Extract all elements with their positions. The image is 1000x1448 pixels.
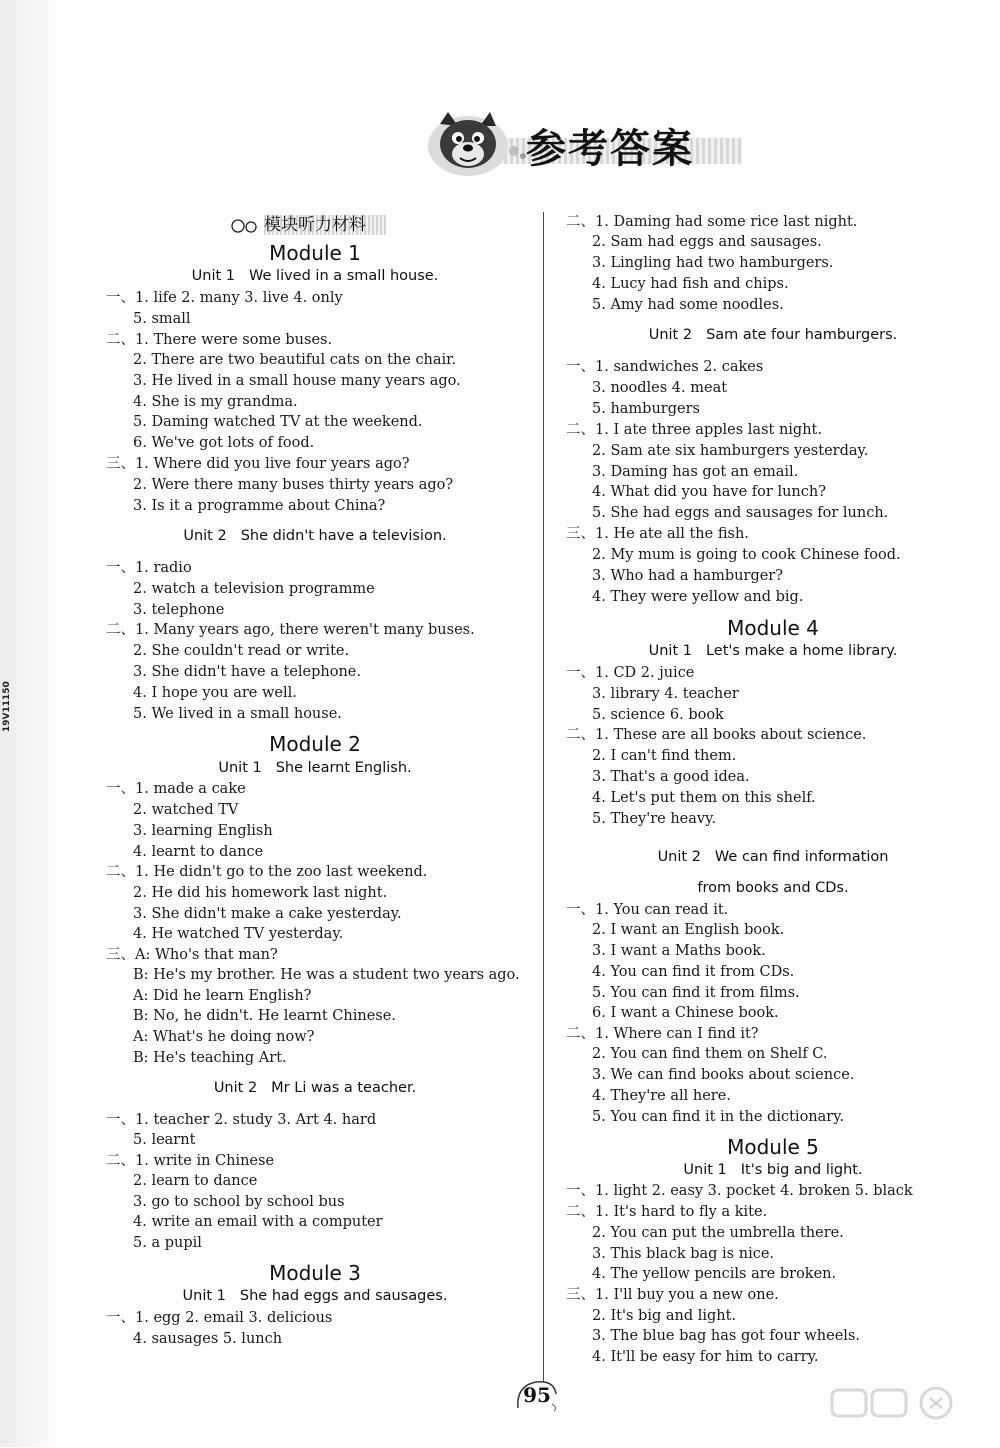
unit-heading: [558, 847, 988, 867]
answer-line: 4. Lucy had fish and chips.: [592, 276, 789, 292]
answer-line: 4. They were yellow and big.: [592, 589, 804, 605]
section-banner: [230, 212, 390, 238]
answer-line: 4. write an email with a computer: [133, 1214, 383, 1230]
answer-line: 5. hamburgers: [592, 401, 700, 417]
answer-line: 3. telephone: [133, 602, 225, 618]
unit-title: Mr Li was a teacher.: [271, 1080, 417, 1096]
answer-line: 一、1. radio: [106, 560, 192, 576]
answer-line: 5. learnt: [133, 1132, 196, 1148]
unit-number: Unit 2: [213, 1080, 258, 1096]
answer-line: 4. I hope you are well.: [133, 685, 297, 701]
answer-line: 4. learnt to dance: [133, 844, 264, 860]
answer-line: 一、1. light 2. easy 3. pocket 4. broken 5. black: [566, 1183, 913, 1199]
answer-line: 5. Amy had some noodles.: [592, 297, 784, 313]
answer-line: 5. You can find it from films.: [592, 985, 800, 1001]
answer-line: B: No, he didn't. He learnt Chinese.: [133, 1008, 396, 1024]
answer-line: 二、1. There were some buses.: [106, 332, 333, 348]
unit-heading: [100, 758, 530, 778]
page-number-text: 95: [523, 1383, 551, 1407]
answer-line: 3. He lived in a small house many years ago.: [133, 373, 461, 389]
answer-line: 3. This black bag is nice.: [592, 1246, 775, 1262]
answer-line: 二、1. Daming had some rice last night.: [566, 214, 858, 230]
unit-number: Unit 1: [191, 268, 236, 284]
answer-line: 二、1. I ate three apples last night.: [566, 422, 822, 438]
answer-line: 6. We've got lots of food.: [133, 435, 315, 451]
answer-line: 3. library 4. teacher: [592, 686, 739, 702]
answer-line: 一、1. egg 2. email 3. delicious: [106, 1310, 333, 1326]
answer-line: 2. You can put the umbrella there.: [592, 1225, 844, 1241]
answer-line: 4. They're all here.: [592, 1088, 731, 1104]
unit-heading: [100, 1078, 530, 1098]
answer-line: 5. They're heavy.: [592, 811, 716, 827]
answer-line: 二、1. Many years ago, there weren't many buses.: [106, 622, 475, 638]
answer-line: 2. There are two beautiful cats on the chair.: [133, 352, 457, 368]
page-header: [422, 108, 744, 176]
unit-title: She didn't have a television.: [240, 528, 447, 544]
side-print-code: 19V11150: [2, 681, 12, 732]
unit-number: Unit 2: [657, 849, 701, 865]
page-number: [514, 1378, 560, 1412]
answer-line: B: He's teaching Art.: [133, 1050, 287, 1066]
answer-line: 一、1. teacher 2. study 3. Art 4. hard: [106, 1112, 377, 1128]
module-heading: Module 4: [727, 616, 819, 640]
unit-heading: [100, 266, 530, 286]
answer-line: 3. She didn't have a telephone.: [133, 664, 361, 680]
answer-line: 三、A: Who's that man?: [106, 947, 278, 963]
answer-line: 2. I can't find them.: [592, 748, 737, 764]
answer-line: 2. Sam ate six hamburgers yesterday.: [592, 443, 869, 459]
module-heading: Module 5: [727, 1135, 819, 1159]
answer-line: 二、1. These are all books about science.: [566, 727, 867, 743]
unit-number: Unit 1: [683, 1162, 727, 1178]
answer-line: 4. The yellow pencils are broken.: [592, 1266, 837, 1282]
answer-line: 3. The blue bag has got four wheels.: [592, 1328, 860, 1344]
unit-title: It's big and light.: [740, 1162, 863, 1178]
answer-line: 2. She couldn't read or write.: [133, 643, 350, 659]
page-title: 参考答案: [526, 126, 694, 172]
mascot-icon: [422, 108, 514, 180]
unit-number: Unit 2: [648, 327, 693, 343]
unit-heading: [558, 1160, 988, 1180]
answer-line: 2. watch a television programme: [133, 581, 375, 597]
answer-line: 6. I want a Chinese book.: [592, 1005, 779, 1021]
unit-number: Unit 1: [218, 760, 262, 776]
unit-heading: [558, 878, 988, 898]
answer-line: 3. go to school by school bus: [133, 1194, 345, 1210]
answer-line: 3. That's a good idea.: [592, 769, 750, 785]
answer-line: 2. I want an English book.: [592, 922, 785, 938]
answer-line: A: Did he learn English?: [133, 988, 312, 1004]
answer-line: 一、1. sandwiches 2. cakes: [566, 359, 764, 375]
answer-line: 二、1. write in Chinese: [106, 1153, 275, 1169]
answer-line: 一、1. You can read it.: [566, 902, 729, 918]
answer-line: 5. Daming watched TV at the weekend.: [133, 414, 423, 430]
unit-heading: [558, 325, 988, 345]
unit-title: Let's make a home library.: [705, 643, 898, 659]
answer-line: 3. We can find books about science.: [592, 1067, 855, 1083]
answer-line: 2. Were there many buses thirty years ago?: [133, 477, 454, 493]
answer-line: 4. Let's put them on this shelf.: [592, 790, 816, 806]
answer-line: 2. My mum is going to cook Chinese food.: [592, 547, 901, 563]
unit-title: She had eggs and sausages.: [239, 1288, 448, 1304]
answer-line: 3. I want a Maths book.: [592, 943, 766, 959]
answer-line: 一、1. life 2. many 3. live 4. only: [106, 290, 343, 306]
answer-line: 2. He did his homework last night.: [133, 885, 388, 901]
module-heading: Module 2: [269, 732, 361, 756]
answer-line: 4. It'll be easy for him to carry.: [592, 1349, 819, 1365]
module-heading: Module 1: [269, 241, 361, 265]
unit-title: We lived in a small house.: [249, 268, 439, 284]
unit-number: Unit 1: [182, 1288, 226, 1304]
answer-line: 3. Who had a hamburger?: [592, 568, 784, 584]
answer-line: A: What's he doing now?: [133, 1029, 315, 1045]
answer-line: 三、1. Where did you live four years ago?: [106, 456, 410, 472]
answer-line: 4. What did you have for lunch?: [592, 484, 826, 500]
column-divider: [543, 212, 544, 1382]
answer-line: 5. a pupil: [133, 1235, 202, 1251]
answer-line: 3. Lingling had two hamburgers.: [592, 255, 834, 271]
answer-line: 4. You can find it from CDs.: [592, 964, 795, 980]
answer-line: 4. She is my grandma.: [133, 394, 298, 410]
unit-heading: [100, 1286, 530, 1306]
watermark-icon: [826, 1384, 996, 1444]
unit-title: from books and CDs.: [697, 880, 849, 896]
banner-circles-icon: [230, 218, 264, 234]
unit-heading: [100, 526, 530, 546]
answer-line: 2. learn to dance: [133, 1173, 258, 1189]
module-heading: Module 3: [269, 1261, 361, 1285]
watermark-logo: [826, 1384, 996, 1444]
answer-line: 3. She didn't make a cake yesterday.: [133, 906, 402, 922]
answer-line: 5. We lived in a small house.: [133, 706, 342, 722]
unit-number: Unit 1: [648, 643, 692, 659]
unit-number: Unit 2: [183, 528, 227, 544]
unit-heading: [558, 641, 988, 661]
banner-label: 模块听力材料: [264, 215, 366, 235]
answer-line: 2. You can find them on Shelf C.: [592, 1046, 828, 1062]
answer-line: 三、1. I'll buy you a new one.: [566, 1287, 779, 1303]
answer-line: 一、1. made a cake: [106, 781, 246, 797]
answer-line: 二、1. It's hard to fly a kite.: [566, 1204, 768, 1220]
unit-title: We can find information: [714, 849, 889, 865]
answer-line: 二、1. Where can I find it?: [566, 1026, 759, 1042]
unit-title: She learnt English.: [275, 760, 412, 776]
answer-line: 5. small: [133, 311, 191, 327]
answer-line: 4. sausages 5. lunch: [133, 1331, 283, 1347]
answer-line: 2. It's big and light.: [592, 1308, 737, 1324]
answer-line: 5. She had eggs and sausages for lunch.: [592, 505, 889, 521]
answer-line: 二、1. He didn't go to the zoo last weekend.: [106, 864, 428, 880]
answer-line: 2. watched TV: [133, 802, 239, 818]
answer-line: 3. noodles 4. meat: [592, 380, 728, 396]
unit-title: Sam ate four hamburgers.: [706, 327, 898, 343]
header-dots-icon: [508, 140, 528, 162]
answer-line: 2. Sam had eggs and sausages.: [592, 234, 822, 250]
answer-line: 三、1. He ate all the fish.: [566, 526, 749, 542]
answer-line: B: He's my brother. He was a student two years ago.: [133, 967, 520, 983]
answer-line: 3. Daming has got an email.: [592, 464, 799, 480]
answer-line: 5. science 6. book: [592, 707, 724, 723]
answer-line: 4. He watched TV yesterday.: [133, 926, 344, 942]
answer-line: 3. learning English: [133, 823, 273, 839]
answer-line: 一、1. CD 2. juice: [566, 665, 695, 681]
answer-line: 3. Is it a programme about China?: [133, 498, 386, 514]
answer-line: 5. You can find it in the dictionary.: [592, 1109, 845, 1125]
